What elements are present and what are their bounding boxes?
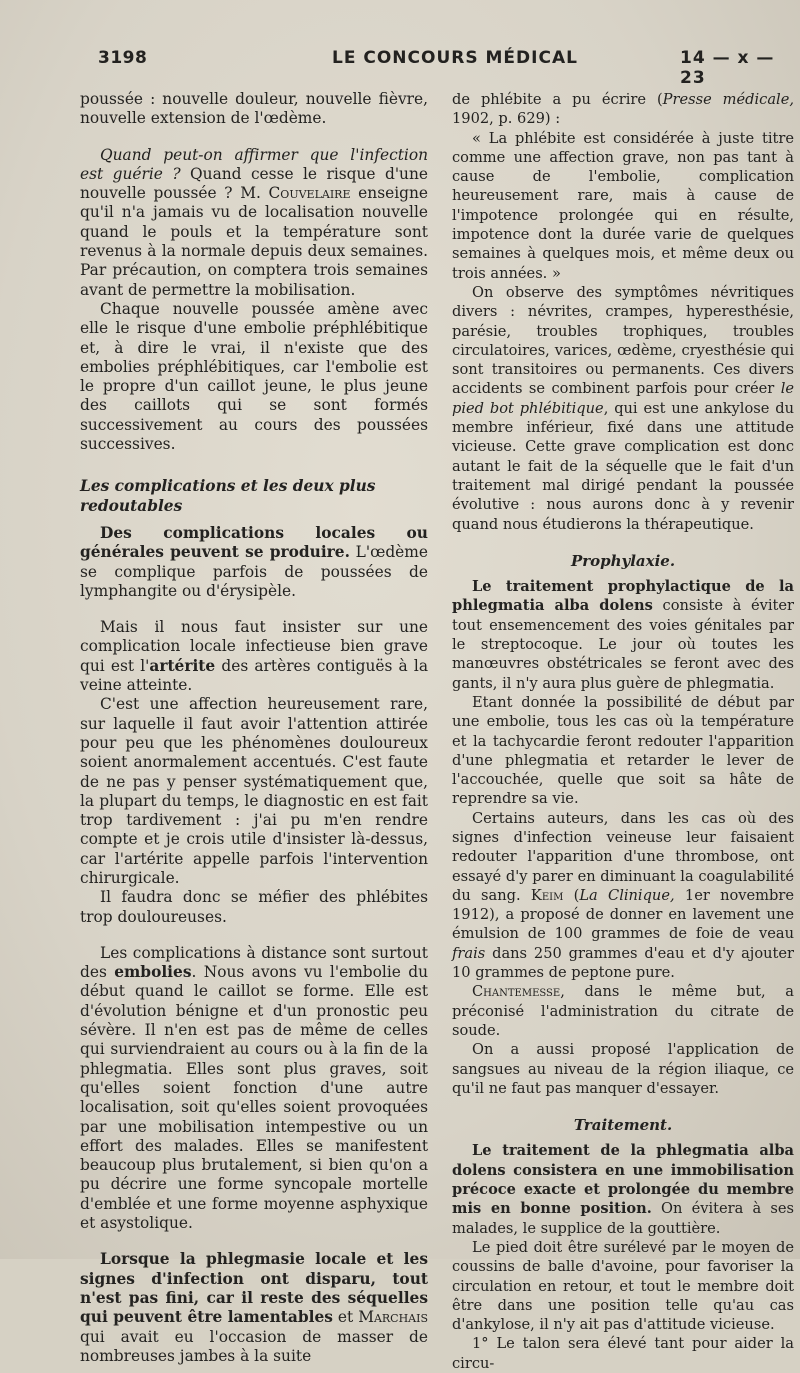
text-run: enseigne qu'il n'a jamais vu de localisation nouvelle quand le pouls et la température sont revenus à la normale depuis deux semaines. Par précaution, on comptera trois semaines avant de permettre la mobilisation. [80,184,428,299]
bold-term: artérite [149,656,216,675]
bold-statement: Le traitement prophylactique de la phlegmatia alba dolens [452,578,794,615]
text-run: , dans le même but, a préconisé l'administration du citrate de soude. [452,983,794,1039]
text-run: ( [563,886,580,904]
text-run: consiste à éviter tout ensemencement des voies génitales par le streptocoque. Le jour où toutes les manœuvres obstétricales se feront avec des gants, il n'y aura plus guère de phlegmatia. [452,597,795,692]
section-heading: Prophylaxie. [570,551,676,570]
issue-date: 14 — x — 23 [680,48,775,88]
author-name: Couvelaire [268,184,351,203]
italic-term: le pied bot phlébitique [452,380,794,417]
paragraph: Il faudra donc se méfier des phlébites trop douloureuses. [80,888,428,926]
source-citation: Presse médicale, [662,91,794,108]
paragraph [80,146,428,300]
paragraph: Etant donnée la possibilité de début par une embolie, tous les cas où la température et la tachycardie feront redouter l'apparition d'une phlegmatia et retarder le lever de l'accouchée, quelle que soit sa hâte de reprendre sa vie. [452,693,794,808]
text-run: qui avait eu l'occasion de masser de nombreuses jambes à la suite [80,1327,428,1365]
paragraph: poussée : nouvelle douleur, nouvelle fièvre, nouvelle extension de l'œdème. [80,90,428,128]
text-run: Quand cesse le risque d'une nouvelle poussée ? M. [80,164,428,203]
bold-term: embolies [114,963,192,982]
paragraph [452,577,794,693]
page-header [80,44,780,88]
section-heading: Traitement. [573,1116,673,1135]
author-name: Marchais [358,1308,429,1327]
author-name: Keim [530,886,564,904]
author-name: Chantemesse [472,983,561,1001]
paragraph [80,524,428,601]
paragraph [452,809,794,983]
paragraph: Le pied doit être surélevé par le moyen de coussins de balle d'avoine, pour favoriser la circulation en retour, et tout le membre doit être dans une position telle qu'au cas d'ankylose, il n'y ait pas d'attitude vicieuse. [452,1238,794,1334]
page-number: 3198 [98,48,148,68]
text-run: dans 250 grammes d'eau et d'y ajouter 10 grammes de peptone pure. [452,944,794,982]
italic-question: Quand peut-on affirmer que l'infection est guérie ? [80,145,428,183]
paragraph [80,618,428,695]
text-run: , qui est une ankylose du membre inférieur, fixé dans une attitude vicieuse. Cette grave complication est donc autant le fait de la séquelle que le fait d'un traitement mal dirigé pendant la poussée évolutive : nous aurons donc à y revenir quand nous étudierons la thérapeutique. [452,399,794,533]
text-run: 1er novembre 1912), a proposé de donner en lavement une émulsion de 100 grammes de foie de veau [452,886,794,943]
text-run: des artères contiguës à la veine atteinte. [80,656,428,695]
paragraph [452,1141,794,1237]
text-run: Certains auteurs, dans les cas où des signes d'infection veineuse leur faisaient redouter l'apparition d'une thrombose, ont essayé d'y parer en diminuant la coagulabilité du sang. [452,809,794,904]
text-run: . Nous avons vu l'embolie du début quand le caillot se forme. Elle est d'évolution bénigne et d'un pronostic peu sévère. Il n'en est pas de même de celles qui surviendraient au cours ou à la fin de la phlegmatia. Elles sont plus graves, soit qu'elles soient fonction d'une autre localisation, soit qu'elles soient provoquées par une mobilisation intempestive ou un effort des malades. Elles se manifestent beaucoup plus brutalement, si bien qu'on a pu décrire une forme syncopale mortelle d'emblée et une forme moyenne asphyxique et asystolique. [80,963,428,1233]
right-column [452,90,794,1373]
paragraph: On a aussi proposé l'application de sangsues au niveau de la région iliaque, ce qu'il ne faut pas manquer d'essayer. [452,1041,794,1097]
text-run: 1902, p. 629) : [452,110,561,128]
paragraph [452,982,794,1040]
text-run: L'œdème se complique parfois de poussées de lymphangite ou d'érysipèle. [80,543,428,600]
paragraph: 1° Le talon sera élevé tant pour aider la circu- [452,1335,794,1372]
quotation: « La phlébite est considérée à juste titre comme une affection grave, non pas tant à cause de l'embolie, complication heureusement rare, mais à cause de l'impotence prolongée qui en résulte, impotence dont la durée varie de quelques semaines à quelques mois, et même deux ou trois années. » [452,129,794,282]
bold-statement: Le traitement de la phlegmatia alba dolens consistera en une immobilisation précoce exacte et prolongée du membre mis en bonne position. [452,1142,794,1218]
paragraph [80,944,428,1233]
bold-statement: Des complications locales ou générales peuvent se produire. [80,523,428,562]
paragraph: Chaque nouvelle poussée amène avec elle le risque d'une embolie préphlébitique et, à dire le vrai, il n'existe que des embolies préphlébitiques, car l'embolie est le propre d'un caillot jeune, le plus jeune des caillots qui se sont formés successivement au cours des poussées successives. [80,299,428,454]
text-run: Les complications à distance sont surtout des [80,943,428,982]
text-run: de phlébite a pu écrire ( [452,91,663,108]
source-citation: La Clinique, [579,886,675,904]
paragraph: C'est une affection heureusement rare, sur laquelle il faut avoir l'attention attirée pour peu que les phénomènes douloureux soient anormalement accentués. C'est faute de ne pas y penser systématiquement que, la plupart du temps, le diagnostic en est fait trop tardivement : j'ai pu m'en rendre compte et je crois utile d'insister là-dessus, car l'artérite appelle parfois l'intervention chirurgicale. [80,695,428,887]
text-run: et [332,1308,359,1327]
section-heading: Les complications et les deux plus redoutables [80,477,376,515]
text-run: On observe des symptômes névritiques divers : névrites, crampes, hyperesthésie, parésie, troubles trophiques, troubles circulatoires, varices, œdème, cryesthésie qui sont transitoires ou permanents. Ces divers accidents se combinent parfois pour créer [452,283,794,398]
bold-statement: Lorsque la phlegmasie locale et les signes d'infection ont disparu, tout n'est pas fini, car il reste des séquelles qui peuvent être lamentables [80,1250,428,1327]
left-column [80,90,428,1366]
paragraph [452,90,794,129]
text-run: Mais il nous faut insister sur une complication locale infectieuse bien grave qui est l' [80,618,428,675]
journal-title: LE CONCOURS MÉDICAL [332,48,578,68]
paragraph [80,1250,428,1366]
text-run: On évitera à ses malades, le supplice de la gouttière. [452,1200,794,1237]
paragraph [452,283,794,534]
italic-term: frais [452,944,486,962]
